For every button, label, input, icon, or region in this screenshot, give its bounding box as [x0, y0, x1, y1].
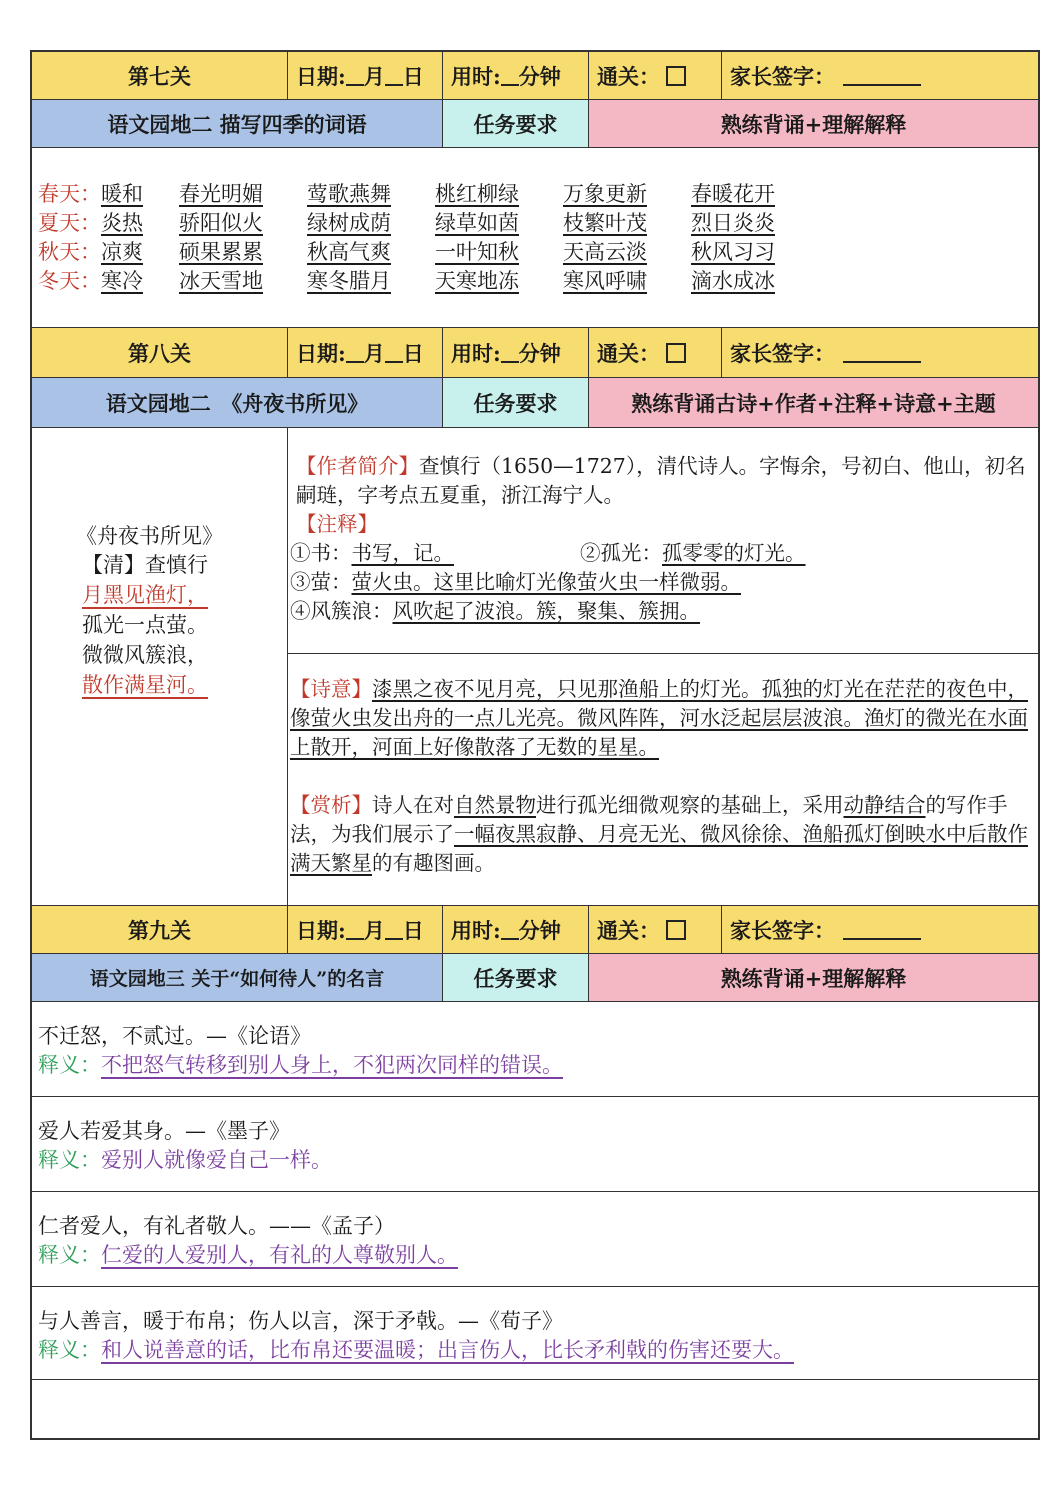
- pass-checkbox[interactable]: 通关：: [589, 906, 722, 953]
- level-name: 第八关: [32, 328, 288, 377]
- task-requirement: 熟练背诵古诗+作者+注释+诗意+主题: [589, 378, 1038, 427]
- level-header-9: [32, 906, 1038, 954]
- quote-gloss: 释义：仁爱的人爱别人，有礼的人尊敬别人。: [38, 1243, 458, 1267]
- quote-text: 仁者爱人，有礼者敬人。——《孟子）: [38, 1214, 395, 1238]
- quote-block: [32, 1192, 1038, 1287]
- level-name: 第七关: [32, 52, 288, 99]
- worksheet: [30, 50, 1040, 1440]
- season-line: 秋天：凉爽 硕果累累 秋高气爽 一叶知秋 天高云淡 秋风习习: [38, 240, 775, 264]
- checkbox-icon[interactable]: [666, 66, 686, 86]
- season-line: 冬天：寒冷 冰天雪地 寒冬腊月 天寒地冻 寒风呼啸 滴水成冰: [38, 269, 775, 293]
- quote-gloss: 释义：和人说善意的话，比布帛还要温暖；出言伤人，比长矛利戟的伤害还要大。: [38, 1338, 794, 1362]
- poem-appreciation: 【赏析】诗人在对自然景物进行孤光细微观察的基础上，采用动静结合的写作手法，为我们展示了一幅夜黑寂静、月亮无光、微风徐徐、渔船孤灯倒映水中后散作满天繁星的有趣图画。: [290, 793, 1028, 875]
- meaning-panel: [288, 653, 1038, 906]
- task-row-7: [32, 100, 1038, 148]
- checkbox-icon[interactable]: [666, 920, 686, 940]
- poem-line: 散作满星河。: [82, 673, 208, 697]
- date-field[interactable]: 日期: 月 日: [288, 52, 443, 99]
- note-item: ②孤光：孤零零的灯光。: [580, 541, 806, 565]
- poem-line: 微微风簇浪，: [82, 643, 208, 667]
- notes-heading: 【注释】: [296, 512, 378, 536]
- season-line: 夏天：炎热 骄阳似火 绿树成荫 绿草如茵 枝繁叶茂 烈日炎炎: [38, 211, 775, 235]
- note-item: ④风簇浪：风吹起了波浪。簇，聚集、簇拥。: [290, 599, 700, 623]
- notes-panel: [288, 428, 1038, 654]
- poem-author: 【清】查慎行: [82, 553, 208, 577]
- task-row-9: [32, 954, 1038, 1002]
- quote-block: [32, 1287, 1038, 1380]
- poem-meaning: 【诗意】漆黑之夜不见月亮，只见那渔船上的灯光。孤独的灯光在茫茫的夜色中，像萤火虫发出舟的一点儿光亮。微风阵阵，河水泛起层层波浪。渔灯的微光在水面上散开，河面上好像散落了无数的星星。: [290, 677, 1028, 759]
- task-label: 任务要求: [443, 378, 589, 427]
- quote-block: [32, 1002, 1038, 1097]
- task-label: 任务要求: [443, 100, 589, 147]
- quote-gloss: 释义：爱别人就像爱自己一样。: [38, 1148, 332, 1172]
- topic: 语文园地二 描写四季的词语: [32, 100, 443, 147]
- task-requirement: 熟练背诵+理解解释: [589, 100, 1038, 147]
- topic: 语文园地二 《舟夜书所见》: [32, 378, 443, 427]
- quote-gloss: 释义：不把怒气转移到别人身上，不犯两次同样的错误。: [38, 1053, 563, 1077]
- author-intro: 【作者简介】查慎行（1650—1727），清代诗人。字悔余，号初白、他山，初名嗣琏，字考点五夏重，浙江海宁人。: [296, 454, 1026, 507]
- topic: 语文园地三 关于“如何待人”的名言: [32, 954, 443, 1001]
- poem-content: [32, 428, 1038, 906]
- quote-text: 与人善言，暖于布帛；伤人以言，深于矛戟。—《荀子》: [38, 1309, 563, 1333]
- time-field[interactable]: 用时: 分钟: [443, 52, 589, 99]
- level-header-7: [32, 52, 1038, 100]
- time-field[interactable]: 用时: 分钟: [443, 328, 589, 377]
- pass-checkbox[interactable]: 通关：: [589, 52, 722, 99]
- season-line: 春天：暖和 春光明媚 莺歌燕舞 桃红柳绿 万象更新 春暖花开: [38, 182, 775, 206]
- task-label: 任务要求: [443, 954, 589, 1001]
- date-field[interactable]: 日期: 月 日: [288, 906, 443, 953]
- checkbox-icon[interactable]: [666, 343, 686, 363]
- date-field[interactable]: 日期: 月 日: [288, 328, 443, 377]
- note-item: ③萤：萤火虫。这里比喻灯光像萤火虫一样微弱。: [290, 570, 741, 594]
- task-requirement: 熟练背诵+理解解释: [589, 954, 1038, 1001]
- quote-text: 爱人若爱其身。—《墨子》: [38, 1119, 290, 1143]
- poem-line: 孤光一点萤。: [82, 613, 208, 637]
- pass-checkbox[interactable]: 通关：: [589, 328, 722, 377]
- seasons-content: [32, 148, 1038, 328]
- poem-panel: [32, 428, 288, 905]
- note-item: ①书：书写，记。: [290, 541, 454, 565]
- task-row-8: [32, 378, 1038, 428]
- level-name: 第九关: [32, 906, 288, 953]
- blank-row: [32, 1380, 1038, 1440]
- quote-block: [32, 1097, 1038, 1192]
- parent-signature[interactable]: 家长签字：: [722, 906, 1038, 953]
- time-field[interactable]: 用时: 分钟: [443, 906, 589, 953]
- parent-signature[interactable]: 家长签字：: [722, 328, 1038, 377]
- level-header-8: [32, 328, 1038, 378]
- poem-line: 月黑见渔灯，: [82, 583, 208, 607]
- quote-text: 不迁怒，不贰过。—《论语》: [38, 1024, 311, 1048]
- poem-title: 《舟夜书所见》: [76, 524, 223, 548]
- parent-signature[interactable]: 家长签字：: [722, 52, 1038, 99]
